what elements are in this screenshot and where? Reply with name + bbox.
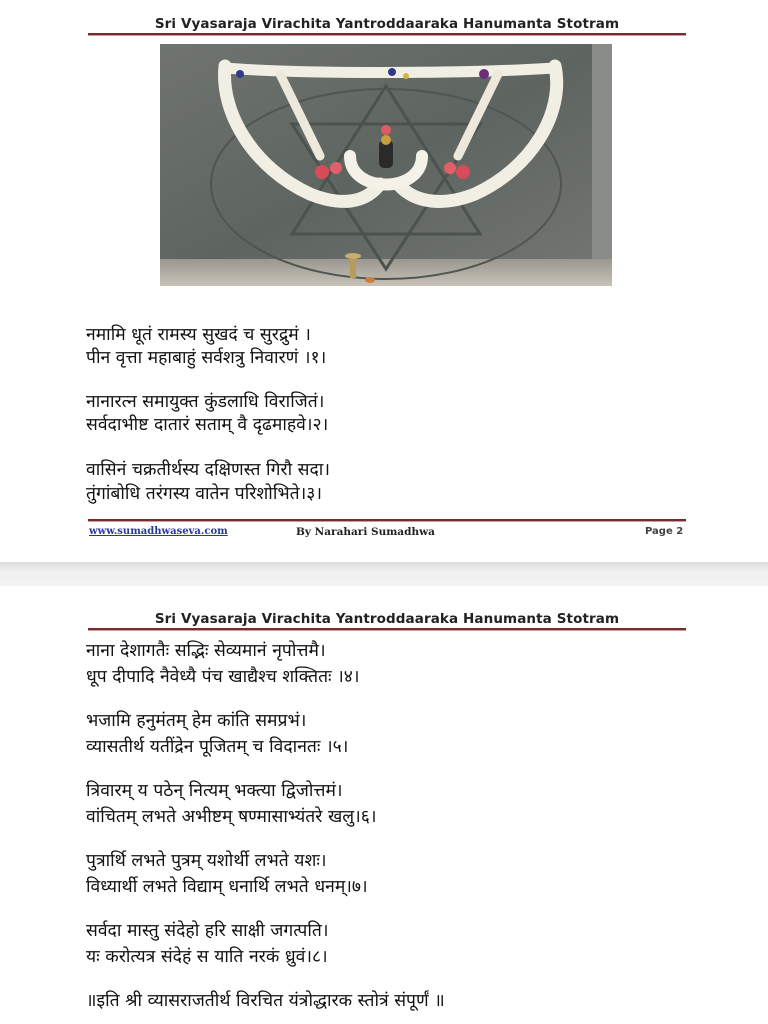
page-number: Page 2	[645, 526, 684, 537]
author-credit: By Narahari Sumadhwa	[296, 526, 435, 538]
verse-line: पीन वृत्ता महाबाहुं सर्वशत्रु निवारणं ।१।	[86, 348, 327, 368]
verse-line: यः करोत्यत्र संदेहं स याति नरकं ध्रुवं।८।	[86, 947, 328, 967]
verse-line: व्यासतीर्थ यतींद्रेन पूजितम् च विदानतः ।५।	[86, 737, 349, 757]
verse-line: धूप दीपादि नैवेध्यै पंच खाद्यैश्च शक्तितः ।४।	[86, 667, 360, 687]
verse-line: त्रिवारम् य पठेन् नित्यम् भक्त्या द्विजोत्तमं।	[86, 781, 343, 801]
verse-line: भजामि हनुमंतम् हेम कांति समप्रभं।	[86, 711, 307, 731]
verse-line: नमामि धूतं रामस्य सुखदं च सुरद्रुमं ।	[86, 325, 311, 345]
verse-line: नाना देशागतैः सद्भिः सेव्यमानं नृपोत्तमै।	[86, 641, 326, 661]
verse-line: सर्वदाभीष्ट दातारं सताम् वै दृढमाहवे।२।	[86, 415, 329, 435]
verse-line: विध्यार्थी लभते विद्याम् धनार्थि लभते धनम्।७।	[86, 877, 368, 897]
hanuman-yantra-photo	[160, 44, 612, 286]
footer-rule	[88, 519, 686, 522]
page-gap	[0, 562, 768, 586]
verse-line: वांचितम् लभते अभीष्टम् षण्मासाभ्यंतरे खलु।६।	[86, 807, 377, 827]
header-rule	[88, 33, 686, 36]
page-header-title: Sri Vyasaraja Virachita Yantroddaaraka Hanumanta Stotram	[154, 611, 620, 627]
page-header-title: Sri Vyasaraja Virachita Yantroddaaraka Hanumanta Stotram	[154, 16, 620, 32]
document-page-2	[0, 586, 768, 1024]
verse-line: पुत्रार्थि लभते पुत्रम् यशोर्थी लभते यशः।	[86, 851, 327, 871]
closing-line: ॥इति श्री व्यासराजतीर्थ विरचित यंत्रोद्धारक स्तोत्रं संपूर्णं ॥	[86, 991, 445, 1011]
website-link[interactable]: www.sumadhwaseva.com	[89, 526, 228, 537]
header-rule	[88, 628, 686, 631]
verse-line: वासिनं चक्रतीर्थस्य दक्षिणस्त गिरौ सदा।	[86, 460, 330, 480]
verse-line: तुंगांबोधि तरंगस्य वातेन परिशोभिते।३।	[86, 484, 322, 504]
verse-line: नानारत्न समायुक्त कुंडलाधि विराजितं।	[86, 392, 325, 412]
verse-line: सर्वदा मास्तु संदेहो हरि साक्षी जगत्पति।	[86, 921, 329, 941]
